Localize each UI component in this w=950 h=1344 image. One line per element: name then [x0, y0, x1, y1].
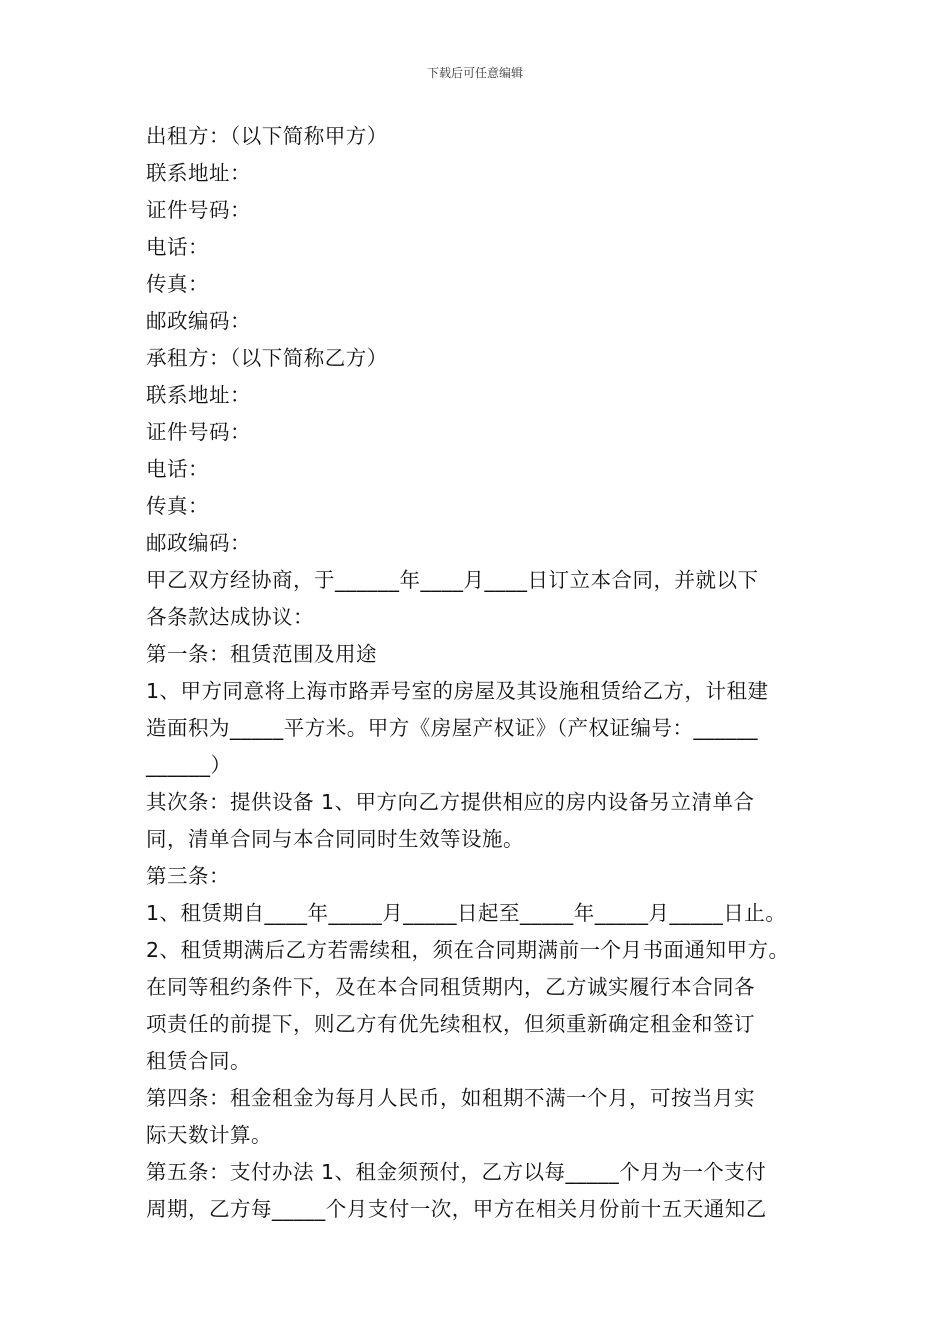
- article-5-text: 周期，乙方每_____个月支付一次，甲方在相关月份前十五天通知乙: [146, 1197, 767, 1221]
- article-3-text: 租赁合同。: [146, 1049, 251, 1073]
- lessor-phone-line: 电话：: [146, 235, 209, 259]
- lessee-id-line: 证件号码：: [146, 420, 251, 444]
- page-header-note: 下载后可任意编辑: [426, 66, 523, 80]
- article-1-text: ______）: [146, 753, 232, 777]
- article-3-text: 2、租赁期满后乙方若需续租，须在合同期满前一个月书面通知甲方。: [146, 938, 790, 962]
- lessee-fax-line: 传真：: [146, 494, 209, 518]
- contract-body: [146, 118, 816, 1228]
- article-3-text: 项责任的前提下，则乙方有优先续租权，但须重新确定租金和签订: [146, 1012, 755, 1036]
- article-3-text: 1、租赁期自____年_____月_____日起至_____年_____月_____日止。: [146, 901, 787, 925]
- lessor-fax-line: 传真：: [146, 272, 209, 296]
- article-2-text: 同，清单合同与本合同同时生效等设施。: [146, 827, 524, 851]
- article-3-heading: 第三条：: [146, 864, 230, 888]
- agreement-intro-line: 甲乙双方经协商，于______年____月____日订立本合同，并就以下: [146, 568, 759, 592]
- lessor-postcode-line: 邮政编码：: [146, 309, 251, 333]
- article-1-heading: 第一条：租赁范围及用途: [146, 642, 377, 666]
- lessor-address-line: 联系地址：: [146, 161, 251, 185]
- lessee-phone-line: 电话：: [146, 457, 209, 481]
- article-5-text: 第五条：支付办法 1、租金须预付，乙方以每_____个月为一个支付: [146, 1160, 767, 1184]
- article-1-text: 造面积为_____平方米。甲方《房屋产权证》（产权证编号：______: [146, 716, 758, 740]
- article-1-text: 1、甲方同意将上海市路弄号室的房屋及其设施租赁给乙方，计租建: [146, 679, 769, 703]
- article-2-text: 其次条：提供设备 1、甲方向乙方提供相应的房内设备另立清单合: [146, 790, 755, 814]
- article-4-text: 第四条：租金租金为每月人民币，如租期不满一个月，可按当月实: [146, 1086, 755, 1110]
- article-4-text: 际天数计算。: [146, 1123, 272, 1147]
- lessor-line: 出租方：（以下简称甲方）: [146, 124, 388, 148]
- article-3-text: 在同等租约条件下，及在本合同租赁期内，乙方诚实履行本合同各: [146, 975, 755, 999]
- lessor-id-line: 证件号码：: [146, 198, 251, 222]
- lessee-postcode-line: 邮政编码：: [146, 531, 251, 555]
- lessee-line: 承租方：（以下简称乙方）: [146, 346, 388, 370]
- agreement-intro-line: 各条款达成协议：: [146, 605, 314, 629]
- lessee-address-line: 联系地址：: [146, 383, 251, 407]
